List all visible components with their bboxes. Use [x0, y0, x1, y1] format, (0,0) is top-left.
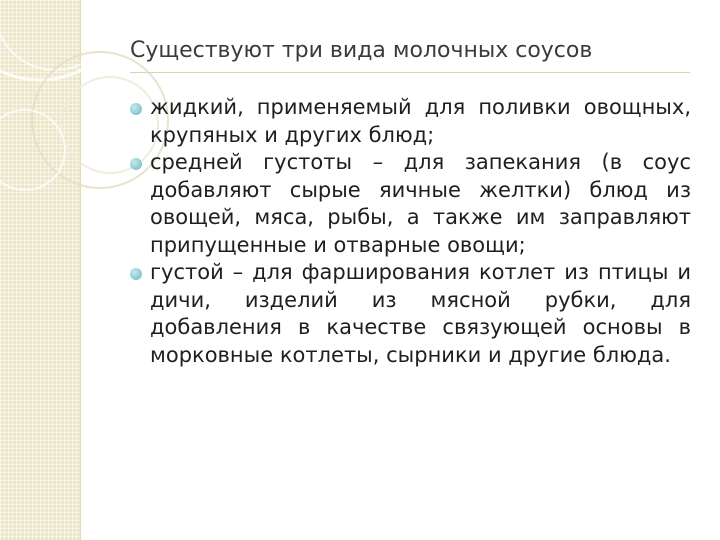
- list-item: [128, 94, 691, 149]
- decorative-side-band: [0, 0, 81, 540]
- list-item-text: средней густоты – для запекания (в соус добавляют сырые яичные желтки) блюд из овощей, мяса, рыбы, а также им заправляют припущенные и отварные овощи;: [150, 150, 691, 257]
- bullet-list: [128, 94, 691, 369]
- slide-title: Существуют три вида молочных соусов: [130, 38, 593, 63]
- list-item: [128, 149, 691, 259]
- list-item: [128, 259, 691, 369]
- list-item-text: густой – для фарширования котлет из птицы и дичи, изделий из мясной рубки, для добавления в качестве связующей основы в морковные котлеты, сырники и другие блюда.: [150, 260, 691, 367]
- bullet-icon: [130, 268, 142, 280]
- title-divider: [130, 72, 690, 73]
- bullet-icon: [130, 103, 142, 115]
- bullet-icon: [130, 158, 142, 170]
- list-item-text: жидкий, применяемый для поливки овощных, крупяных и других блюд;: [150, 95, 691, 147]
